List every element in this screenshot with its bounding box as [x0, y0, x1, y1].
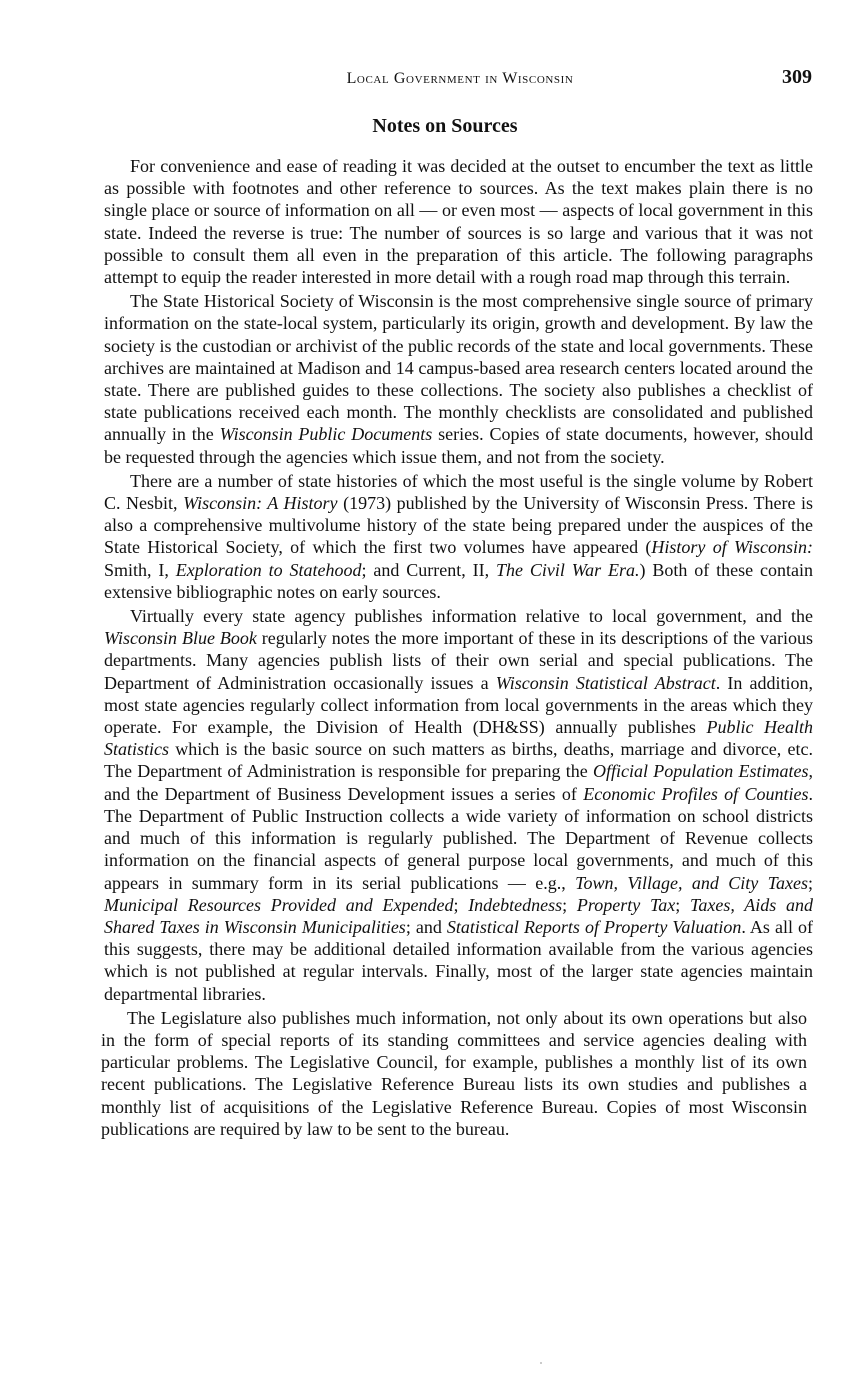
italic-title: Economic Profiles of Counties	[583, 783, 809, 804]
italic-title: Public Health Statistics	[104, 717, 813, 760]
italic-title: Official Population Estimates	[593, 761, 809, 782]
italic-title: Town, Village, and City Taxes	[575, 872, 808, 893]
paragraph-historical-society: The State Historical Society of Wisconsin is the most comprehensive single source of primary information on the state-local system, particularly its origin, growth and development. By law the society is the custodian or archivist of the public records of the state and local governments. These archives are maintained at Madison and 14 campus-based area research centers located around the state. There are published guides to these collections. The society also publishes a checklist of state publications received each month. The monthly checklists are consolidated and published annually in the Wisconsin Public Documents series. Copies of state documents, however, should be requested through the agencies which issue them, and not from the society.	[104, 291, 813, 467]
paragraph-state-agencies: Virtually every state agency publishes information relative to local government, and the Wisconsin Blue Book regularly notes the more important of these in its descriptions of the various departments. Many agencies publish lists of their own serial and special publications. The Department of Administration occasionally issues a Wisconsin Statistical Abstract. In addition, most state agencies regularly collect information from local governments in the areas which they operate. For example, the Division of Health (DH&SS) annually publishes Public Health Statistics which is the basic source on such matters as births, deaths, marriage and divorce, etc. The Department of Administration is responsible for preparing the Official Population Estimates, and the Department of Business Development issues a series of Economic Profiles of Counties. The Department of Public Instruction collects a wide variety of information on school districts and much of this information is regularly published. The Department of Revenue collects information on the financial aspects of general purpose local governments, and much of this appears in summary form in its serial publications — e.g., Town, Village, and City Taxes; Municipal Resources Provided and Expended; Indebtedness; Property Tax; Taxes, Aids and Shared Taxes in Wisconsin Municipalities; and Statistical Reports of Property Valuation. As all of this suggests, there may be additional detailed information available from the various agencies which is not published at regular intervals. Finally, most of the larger state agencies maintain departmental libraries.	[104, 606, 814, 1004]
italic-title: Wisconsin Statistical Abstract	[495, 672, 716, 693]
running-head: Local Government in Wisconsin	[346, 70, 574, 87]
italic-title: Wisconsin Blue Book	[104, 628, 257, 649]
section-title: Notes on Sources	[372, 115, 518, 137]
italic-title: Taxes, Aids and Shared Taxes in Wisconsin Municipalities	[104, 894, 813, 937]
paragraph-state-histories: There are a number of state histories of which the most useful is the single volume by Robert C. Nesbit, Wisconsin: A History (1973) published by the University of Wisconsin Press. There is also a comprehensive multivolume history of the state being prepared under the auspices of the State Historical Society, of which the first two volumes have appeared (History of Wisconsin: Smith, I, Exploration to Statehood; and Current, II, The Civil War Era.) Both of these contain extensive bibliographic notes on early sources.	[104, 470, 814, 602]
italic-title: Indebtedness	[468, 894, 563, 915]
italic-title: Exploration to Statehood	[175, 559, 362, 580]
italic-title: Property Tax	[576, 894, 676, 915]
italic-title: Statistical Reports of Property Valuation	[446, 916, 742, 937]
italic-title: Wisconsin Public Documents	[219, 424, 433, 445]
paragraph-legislature: The Legislature also publishes much information, not only about its own operations but also in the form of special reports of its standing committees and service agencies dealing with particular problems. The Legislative Council, for example, publishes a monthly list of its own recent publications. The Legislative Reference Bureau lists its own studies and publishes a monthly list of acquisitions of the Legislative Reference Bureau. Copies of most Wisconsin publications are required by law to be sent to the bureau.	[101, 1007, 807, 1139]
paragraph-intro: For convenience and ease of reading it was decided at the outset to encumber the text as little as possible with footnotes and other reference to sources. As the text makes plain there is no single place or source of information on all — or even most — aspects of local government in this state. Indeed the reverse is true: The number of sources is so large and various that it was not possible to consult them all even in the preparation of this article. The following paragraphs attempt to equip the reader interested in more detail with a rough road map through this terrain.	[104, 156, 813, 288]
page-number: 309	[782, 66, 812, 88]
italic-title: History of Wisconsin:	[651, 537, 814, 558]
italic-title: Wisconsin: A History	[183, 493, 338, 514]
body-text	[101, 155, 814, 1142]
scan-speck	[540, 1362, 542, 1364]
italic-title: Municipal Resources Provided and Expended	[104, 894, 454, 915]
italic-title: The Civil War Era.	[496, 559, 640, 580]
